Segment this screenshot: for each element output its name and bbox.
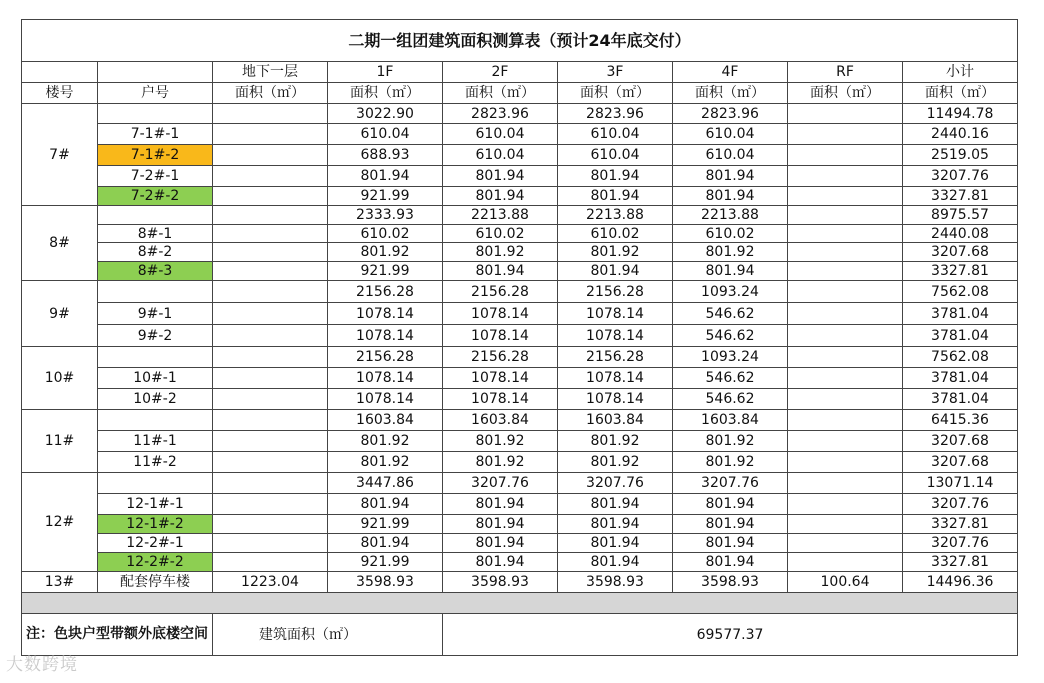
area-value-cell: 1078.14	[558, 303, 673, 325]
unit-number-cell: 8#-1	[98, 225, 213, 243]
color-note: 注：色块户型带额外底楼空间	[22, 614, 213, 656]
area-value-cell: 801.92	[328, 431, 443, 452]
area-value-cell: 1078.14	[443, 389, 558, 410]
area-value-cell	[788, 452, 903, 473]
unit-number-cell: 8#-3	[98, 262, 213, 281]
area-value-cell: 610.04	[558, 145, 673, 166]
table-body	[22, 20, 1018, 656]
table-row	[22, 262, 1018, 281]
area-value-cell: 610.02	[443, 225, 558, 243]
unit-number-cell: 7-1#-1	[98, 124, 213, 145]
area-value-cell: 3781.04	[903, 368, 1018, 389]
area-value-cell: 3598.93	[558, 572, 673, 593]
header-floor-4f: 4F	[673, 62, 788, 83]
area-value-cell: 1078.14	[328, 368, 443, 389]
area-value-cell: 801.92	[558, 431, 673, 452]
area-value-cell: 610.04	[673, 124, 788, 145]
unit-number-cell: 12-1#-1	[98, 494, 213, 515]
area-value-cell	[788, 225, 903, 243]
header-area-unit: 面积（㎡）	[788, 83, 903, 104]
area-value-cell: 801.94	[558, 553, 673, 572]
header-blank	[98, 62, 213, 83]
table-row	[22, 494, 1018, 515]
table-row	[22, 389, 1018, 410]
area-value-cell: 1603.84	[443, 410, 558, 431]
area-value-cell: 8975.57	[903, 206, 1018, 225]
area-value-cell: 801.94	[558, 187, 673, 206]
area-value-cell: 610.04	[558, 124, 673, 145]
header-area-unit: 面积（㎡）	[558, 83, 673, 104]
area-value-cell	[788, 145, 903, 166]
table-row	[22, 572, 1018, 593]
area-value-cell: 610.02	[558, 225, 673, 243]
area-value-cell	[213, 206, 328, 225]
unit-number-cell	[98, 206, 213, 225]
area-value-cell: 1078.14	[328, 325, 443, 347]
area-value-cell	[213, 534, 328, 553]
area-value-cell: 801.92	[443, 431, 558, 452]
unit-number-cell: 7-2#-2	[98, 187, 213, 206]
area-value-cell: 2333.93	[328, 206, 443, 225]
unit-number-cell: 9#-2	[98, 325, 213, 347]
table-row	[22, 347, 1018, 368]
unit-number-cell: 配套停车楼	[98, 572, 213, 593]
area-value-cell: 1078.14	[328, 389, 443, 410]
area-value-cell: 801.94	[558, 534, 673, 553]
area-value-cell: 2519.05	[903, 145, 1018, 166]
area-value-cell: 1078.14	[443, 368, 558, 389]
unit-number-cell: 8#-2	[98, 243, 213, 262]
area-value-cell: 546.62	[673, 368, 788, 389]
area-value-cell: 546.62	[673, 389, 788, 410]
area-value-cell: 3327.81	[903, 515, 1018, 534]
area-value-cell	[788, 473, 903, 494]
header-floor-3f: 3F	[558, 62, 673, 83]
area-value-cell: 1223.04	[213, 572, 328, 593]
area-value-cell	[788, 243, 903, 262]
header-unit: 户号	[98, 83, 213, 104]
header-area-unit: 面积（㎡）	[213, 83, 328, 104]
area-value-cell: 801.92	[673, 431, 788, 452]
table-row	[22, 410, 1018, 431]
area-value-cell: 801.92	[558, 243, 673, 262]
header-floor-rf: RF	[788, 62, 903, 83]
unit-number-cell	[98, 281, 213, 303]
area-value-cell	[213, 187, 328, 206]
area-value-cell: 801.94	[558, 166, 673, 187]
area-value-cell: 1093.24	[673, 281, 788, 303]
area-value-cell	[788, 389, 903, 410]
table-row	[22, 431, 1018, 452]
area-value-cell: 610.02	[328, 225, 443, 243]
area-value-cell	[788, 534, 903, 553]
area-value-cell	[213, 410, 328, 431]
area-value-cell: 1603.84	[328, 410, 443, 431]
building-number-cell: 8#	[22, 206, 98, 281]
area-value-cell: 1078.14	[443, 325, 558, 347]
area-value-cell: 1603.84	[558, 410, 673, 431]
area-value-cell: 3598.93	[328, 572, 443, 593]
area-value-cell: 801.92	[328, 452, 443, 473]
area-value-cell	[788, 166, 903, 187]
area-value-cell: 3207.76	[903, 534, 1018, 553]
area-value-cell: 2156.28	[558, 347, 673, 368]
unit-number-cell: 7-1#-2	[98, 145, 213, 166]
area-value-cell: 2156.28	[443, 281, 558, 303]
total-area-value: 69577.37	[443, 614, 1018, 656]
area-value-cell: 7562.08	[903, 281, 1018, 303]
area-value-cell: 2440.16	[903, 124, 1018, 145]
unit-number-cell: 12-1#-2	[98, 515, 213, 534]
header-floor-1f: 1F	[328, 62, 443, 83]
table-row	[22, 368, 1018, 389]
watermark: 大数跨境	[6, 655, 78, 675]
area-value-cell	[213, 494, 328, 515]
area-value-cell	[213, 553, 328, 572]
area-value-cell	[788, 553, 903, 572]
area-value-cell: 801.94	[673, 166, 788, 187]
area-value-cell: 801.94	[443, 494, 558, 515]
area-value-cell	[788, 347, 903, 368]
table-row	[22, 187, 1018, 206]
area-value-cell: 610.02	[673, 225, 788, 243]
area-value-cell	[788, 281, 903, 303]
area-value-cell: 2440.08	[903, 225, 1018, 243]
table-row	[22, 243, 1018, 262]
building-number-cell: 10#	[22, 347, 98, 410]
table-row	[22, 145, 1018, 166]
area-value-cell: 3207.76	[673, 473, 788, 494]
area-value-cell: 801.92	[328, 243, 443, 262]
area-value-cell: 801.94	[558, 515, 673, 534]
area-value-cell: 801.94	[673, 494, 788, 515]
area-value-cell: 3598.93	[673, 572, 788, 593]
area-value-cell	[213, 281, 328, 303]
area-value-cell	[213, 124, 328, 145]
area-value-cell	[788, 104, 903, 124]
area-value-cell: 2156.28	[328, 347, 443, 368]
area-value-cell: 801.94	[673, 534, 788, 553]
area-value-cell: 13071.14	[903, 473, 1018, 494]
area-value-cell: 3207.76	[558, 473, 673, 494]
separator-cell	[22, 593, 1018, 614]
table-row	[22, 225, 1018, 243]
table-row	[22, 206, 1018, 225]
area-value-cell: 3207.76	[903, 494, 1018, 515]
area-value-cell: 3327.81	[903, 262, 1018, 281]
area-value-cell	[213, 473, 328, 494]
area-value-cell	[213, 452, 328, 473]
area-value-cell: 801.94	[443, 553, 558, 572]
area-value-cell: 921.99	[328, 553, 443, 572]
area-value-cell	[213, 104, 328, 124]
area-value-cell: 801.94	[328, 166, 443, 187]
area-value-cell: 2213.88	[673, 206, 788, 225]
area-value-cell	[213, 145, 328, 166]
area-value-cell: 801.94	[558, 494, 673, 515]
area-value-cell: 6415.36	[903, 410, 1018, 431]
area-value-cell: 610.04	[673, 145, 788, 166]
table-row	[22, 534, 1018, 553]
area-value-cell: 921.99	[328, 262, 443, 281]
area-value-cell: 3781.04	[903, 303, 1018, 325]
area-value-cell	[213, 431, 328, 452]
area-value-cell	[788, 325, 903, 347]
area-value-cell	[788, 262, 903, 281]
building-number-cell: 12#	[22, 473, 98, 572]
area-value-cell	[788, 431, 903, 452]
unit-number-cell: 9#-1	[98, 303, 213, 325]
area-value-cell: 7562.08	[903, 347, 1018, 368]
area-value-cell	[788, 206, 903, 225]
area-value-cell: 3207.68	[903, 452, 1018, 473]
area-value-cell: 3207.76	[903, 166, 1018, 187]
table-row	[22, 325, 1018, 347]
area-value-cell: 546.62	[673, 325, 788, 347]
unit-number-cell: 7-2#-1	[98, 166, 213, 187]
building-number-cell: 11#	[22, 410, 98, 473]
area-value-cell: 801.94	[443, 166, 558, 187]
table-row	[22, 124, 1018, 145]
area-value-cell: 801.94	[673, 262, 788, 281]
area-value-cell: 3447.86	[328, 473, 443, 494]
separator-row	[22, 593, 1018, 614]
table-row	[22, 473, 1018, 494]
area-value-cell: 3598.93	[443, 572, 558, 593]
total-area-label: 建筑面积（㎡）	[213, 614, 443, 656]
area-value-cell	[788, 124, 903, 145]
area-table	[21, 19, 1018, 656]
area-value-cell: 2213.88	[558, 206, 673, 225]
header-area-unit: 面积（㎡）	[328, 83, 443, 104]
area-value-cell: 2156.28	[328, 281, 443, 303]
area-value-cell: 2156.28	[443, 347, 558, 368]
area-value-cell: 801.94	[443, 534, 558, 553]
area-value-cell: 921.99	[328, 515, 443, 534]
area-value-cell: 3327.81	[903, 187, 1018, 206]
header-floor-basement: 地下一层	[213, 62, 328, 83]
area-value-cell: 801.94	[328, 534, 443, 553]
area-value-cell: 1078.14	[558, 325, 673, 347]
area-value-cell	[788, 303, 903, 325]
area-value-cell: 3207.68	[903, 243, 1018, 262]
area-value-cell: 2823.96	[673, 104, 788, 124]
unit-number-cell	[98, 347, 213, 368]
table-row	[22, 553, 1018, 572]
area-value-cell	[788, 515, 903, 534]
header-blank	[22, 62, 98, 83]
table-row	[22, 452, 1018, 473]
area-value-cell	[213, 243, 328, 262]
footer-row	[22, 614, 1018, 656]
area-value-cell: 801.94	[443, 262, 558, 281]
area-value-cell: 100.64	[788, 572, 903, 593]
area-value-cell	[788, 187, 903, 206]
area-value-cell: 801.94	[328, 494, 443, 515]
header-subtotal: 小计	[903, 62, 1018, 83]
area-value-cell: 921.99	[328, 187, 443, 206]
area-value-cell: 801.94	[673, 553, 788, 572]
area-value-cell	[788, 368, 903, 389]
table-row	[22, 303, 1018, 325]
area-value-cell: 3781.04	[903, 389, 1018, 410]
area-value-cell	[788, 410, 903, 431]
area-value-cell: 3327.81	[903, 553, 1018, 572]
area-value-cell: 14496.36	[903, 572, 1018, 593]
header-building: 楼号	[22, 83, 98, 104]
building-number-cell: 13#	[22, 572, 98, 593]
area-value-cell: 2156.28	[558, 281, 673, 303]
unit-number-cell: 10#-1	[98, 368, 213, 389]
area-value-cell: 1093.24	[673, 347, 788, 368]
area-value-cell	[213, 515, 328, 534]
area-value-cell: 3022.90	[328, 104, 443, 124]
area-value-cell: 3207.68	[903, 431, 1018, 452]
unit-number-cell	[98, 410, 213, 431]
area-value-cell: 801.92	[673, 243, 788, 262]
unit-number-cell	[98, 473, 213, 494]
unit-number-cell: 12-2#-2	[98, 553, 213, 572]
area-value-cell: 1078.14	[558, 389, 673, 410]
unit-number-cell	[98, 104, 213, 124]
building-number-cell: 7#	[22, 104, 98, 206]
header-floor-2f: 2F	[443, 62, 558, 83]
area-value-cell: 546.62	[673, 303, 788, 325]
area-value-cell: 801.92	[673, 452, 788, 473]
area-value-cell	[213, 389, 328, 410]
area-value-cell: 1078.14	[443, 303, 558, 325]
table-title: 二期一组团建筑面积测算表（预计24年底交付）	[22, 20, 1018, 62]
unit-number-cell: 10#-2	[98, 389, 213, 410]
area-value-cell: 2213.88	[443, 206, 558, 225]
area-value-cell: 610.04	[328, 124, 443, 145]
area-value-cell: 801.94	[558, 262, 673, 281]
table-row	[22, 281, 1018, 303]
table-row	[22, 104, 1018, 124]
area-value-cell	[213, 347, 328, 368]
area-value-cell: 11494.78	[903, 104, 1018, 124]
unit-number-cell: 11#-2	[98, 452, 213, 473]
area-value-cell	[788, 494, 903, 515]
area-value-cell: 688.93	[328, 145, 443, 166]
area-value-cell	[213, 368, 328, 389]
table-row	[22, 166, 1018, 187]
area-value-cell: 801.94	[443, 515, 558, 534]
area-value-cell	[213, 262, 328, 281]
area-value-cell	[213, 225, 328, 243]
header-area-unit: 面积（㎡）	[673, 83, 788, 104]
area-value-cell: 801.92	[558, 452, 673, 473]
area-value-cell: 801.94	[443, 187, 558, 206]
unit-number-cell: 11#-1	[98, 431, 213, 452]
area-value-cell	[213, 325, 328, 347]
table-row	[22, 515, 1018, 534]
area-value-cell: 801.92	[443, 243, 558, 262]
building-number-cell: 9#	[22, 281, 98, 347]
area-value-cell: 801.94	[673, 515, 788, 534]
area-value-cell: 610.04	[443, 145, 558, 166]
area-value-cell: 1603.84	[673, 410, 788, 431]
area-value-cell: 3781.04	[903, 325, 1018, 347]
area-value-cell: 801.94	[673, 187, 788, 206]
area-value-cell: 610.04	[443, 124, 558, 145]
area-value-cell: 1078.14	[328, 303, 443, 325]
unit-number-cell: 12-2#-1	[98, 534, 213, 553]
area-value-cell: 3207.76	[443, 473, 558, 494]
header-area-unit: 面积（㎡）	[903, 83, 1018, 104]
header-area-unit: 面积（㎡）	[443, 83, 558, 104]
area-value-cell	[213, 303, 328, 325]
area-value-cell: 801.92	[443, 452, 558, 473]
area-value-cell: 1078.14	[558, 368, 673, 389]
area-value-cell: 2823.96	[443, 104, 558, 124]
area-value-cell: 2823.96	[558, 104, 673, 124]
area-value-cell	[213, 166, 328, 187]
